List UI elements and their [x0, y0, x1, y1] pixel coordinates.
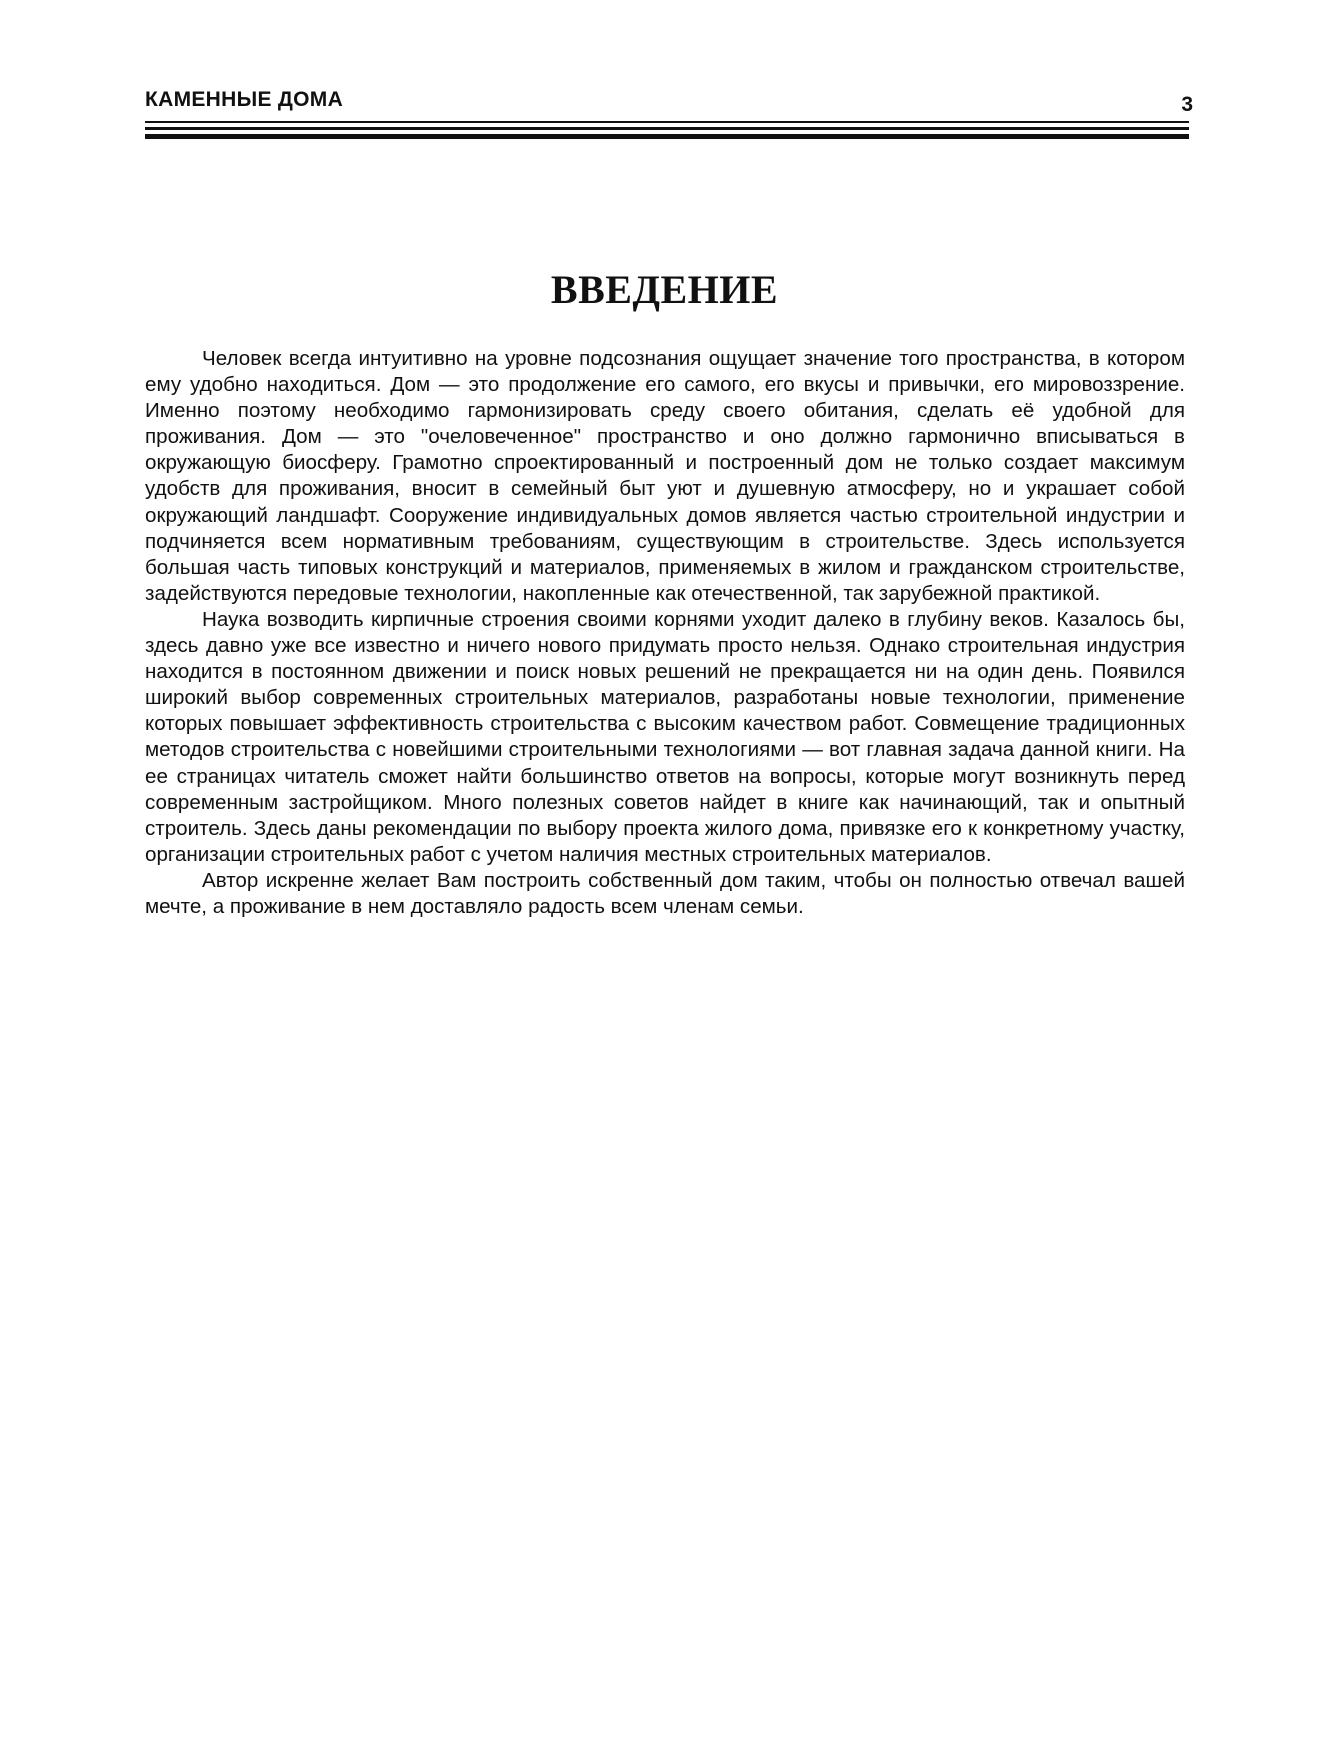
running-header: [145, 88, 1193, 120]
paragraph: Наука возводить кирпичные строения своими корнями уходит далеко в глубину веков. Казалось бы, здесь давно уже все известно и ничего нового придумать просто нельзя. Однако строительная индустрия находится в постоянном движении и поиск новых решений не прекращается ни на один день. Появился широкий выбор современных строительных материалов, разработаны новые технологии, применение которых повышает эффективность строительства с высоким качеством работ. Совмещение традиционных методов строительства с новейшими строительными технологиями — вот главная задача данной книги. На ее страницах читатель сможет найти большинство ответов на вопросы, которые могут возникнуть перед современным застройщиком. Много полезных советов найдет в книге как начинающий, так и опытный строитель. Здесь даны рекомендации по выбору проекта жилого дома, привязке его к конкретному участку, организации строительных работ с учетом наличия местных строительных материалов.: [145, 607, 1185, 866]
header-rule-thin: [145, 121, 1189, 123]
chapter-title: ВВЕДЕНИЕ: [550, 267, 779, 312]
paragraph: Человек всегда интуитивно на уровне подсознания ощущает значение того пространства, в котором ему удобно находиться. Дом — это продолжение его самого, его вкусы и привычки, его мировоззрение. Именно поэтому необходимо гармонизировать среду своего обитания, сделать её удобной для проживания. Дом — это "очеловеченное" пространство и оно должно гармонично вписываться в окружающую биосферу. Грамотно спроектированный и построенный дом не только создает максимум удобств для проживания, вносит в семейный быт уют и душевную атмосферу, но и украшает собой окружающий ландшафт. Сооружение индивидуальных домов является частью строительной индустрии и подчиняется всем нормативным требованиям, существующим в строительстве. Здесь используется большая часть типовых конструкций и материалов, применяемых в жилом и гражданском строительстве, задействуются передовые технологии, накопленные как отечественной, так зарубежной практикой.: [145, 347, 1185, 605]
header-rule: [145, 121, 1189, 139]
body-text: [145, 346, 1185, 920]
page-number: 3: [1181, 93, 1193, 116]
header-rule-medium: [145, 127, 1189, 130]
paragraph: Автор искренне желает Вам построить собственный дом таким, чтобы он полностью отвечал вашей мечте, а проживание в нем доставляло радость всем членам семьи.: [145, 868, 1185, 918]
header-rule-thick: [145, 134, 1189, 139]
running-title: КАМЕННЫЕ ДОМА: [145, 88, 344, 111]
